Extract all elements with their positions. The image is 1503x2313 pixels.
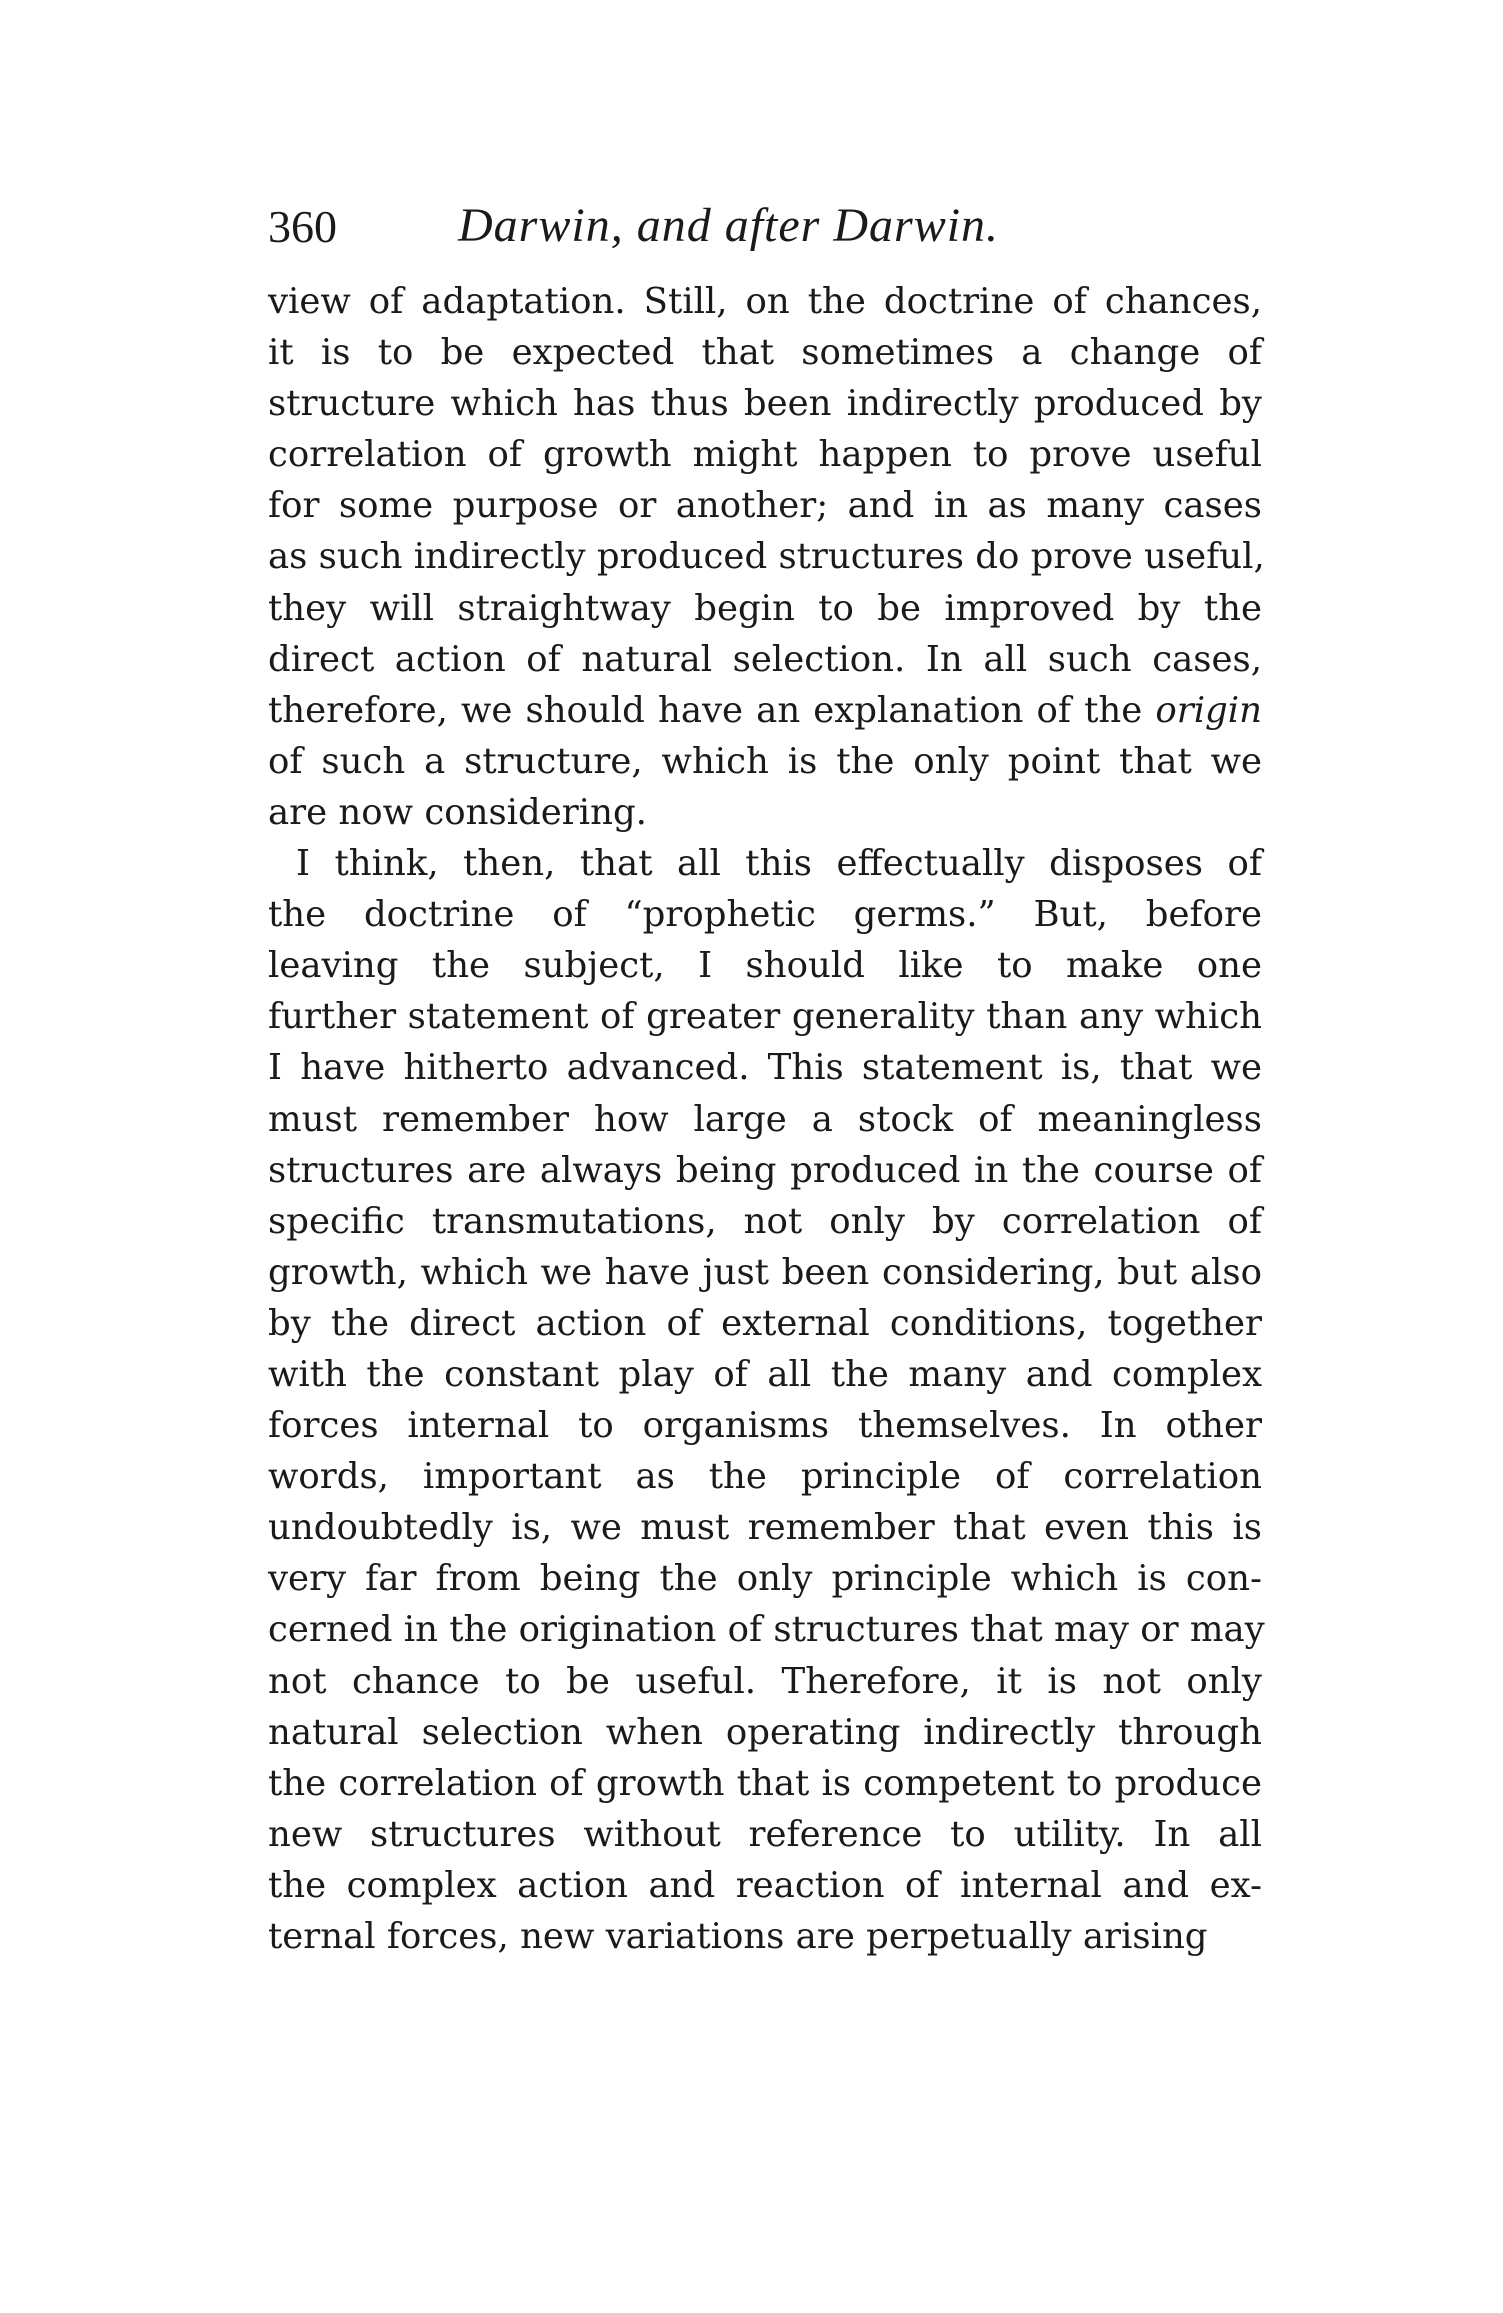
text-line: direct action of natural selection. In all such cases, [268, 638, 1262, 680]
text-line: very far from being the only principle which is con- [268, 1558, 1262, 1600]
text-line: view of adaptation. Still, on the doctrine of chances, [268, 281, 1262, 322]
text-line: must remember how large a stock of meaningless [268, 1098, 1262, 1140]
text-line: ternal forces, new variations are perpetually arising [268, 1916, 1208, 1957]
text-line: leaving the subject, I should like to make one [268, 945, 1262, 987]
text-line: further statement of greater generality than any which [268, 996, 1262, 1038]
text-line: words, important as the principle of correlation [268, 1456, 1262, 1498]
text-line: I have hitherto advanced. This statement is, that we [268, 1047, 1262, 1089]
text-line: the doctrine of “prophetic germs.” But, before [268, 894, 1262, 936]
page-number: 360 [268, 201, 337, 252]
text-line: for some purpose or another; and in as many cases [268, 485, 1262, 527]
running-title: Darwin, and after Darwin. [458, 199, 1000, 252]
text-line: are now considering. [268, 791, 647, 833]
text-line: the correlation of growth that is competent to produce [268, 1762, 1262, 1804]
text-line: growth, which we have just been considering, but also [268, 1251, 1262, 1293]
text-line: they will straightway begin to be improved by the [268, 587, 1262, 629]
text-line: it is to be expected that sometimes a change of [268, 332, 1262, 374]
running-header [268, 200, 1268, 260]
text-line: I think, then, that all this effectually disposes of [296, 843, 1262, 885]
text-line: new structures without reference to utility. In all [268, 1813, 1262, 1855]
text-line: forces internal to organisms themselves. In other [268, 1405, 1262, 1447]
text-line: correlation of growth might happen to prove useful [268, 434, 1262, 476]
text-line: with the constant play of all the many and complex [268, 1353, 1262, 1395]
text-line: the complex action and reaction of internal and ex- [268, 1864, 1262, 1906]
text-line: therefore, we should have an explanation of the origin [268, 689, 1262, 731]
text-line: undoubtedly is, we must remember that even this is [268, 1507, 1262, 1549]
text-line: structure which has thus been indirectly produced by [268, 383, 1262, 425]
text-line: not chance to be useful. Therefore, it is not only [268, 1660, 1262, 1702]
text-line: natural selection when operating indirectly through [268, 1711, 1262, 1753]
text-line: as such indirectly produced structures do prove useful, [268, 536, 1265, 578]
text-line: specific transmutations, not only by correlation of [268, 1200, 1262, 1242]
text-line: structures are always being produced in the course of [268, 1149, 1262, 1191]
text-line: by the direct action of external conditions, together [268, 1302, 1262, 1344]
text-line: cerned in the origination of structures that may or may [268, 1609, 1265, 1651]
text-line: of such a structure, which is the only point that we [268, 740, 1262, 782]
page-body-text [268, 276, 1265, 1962]
